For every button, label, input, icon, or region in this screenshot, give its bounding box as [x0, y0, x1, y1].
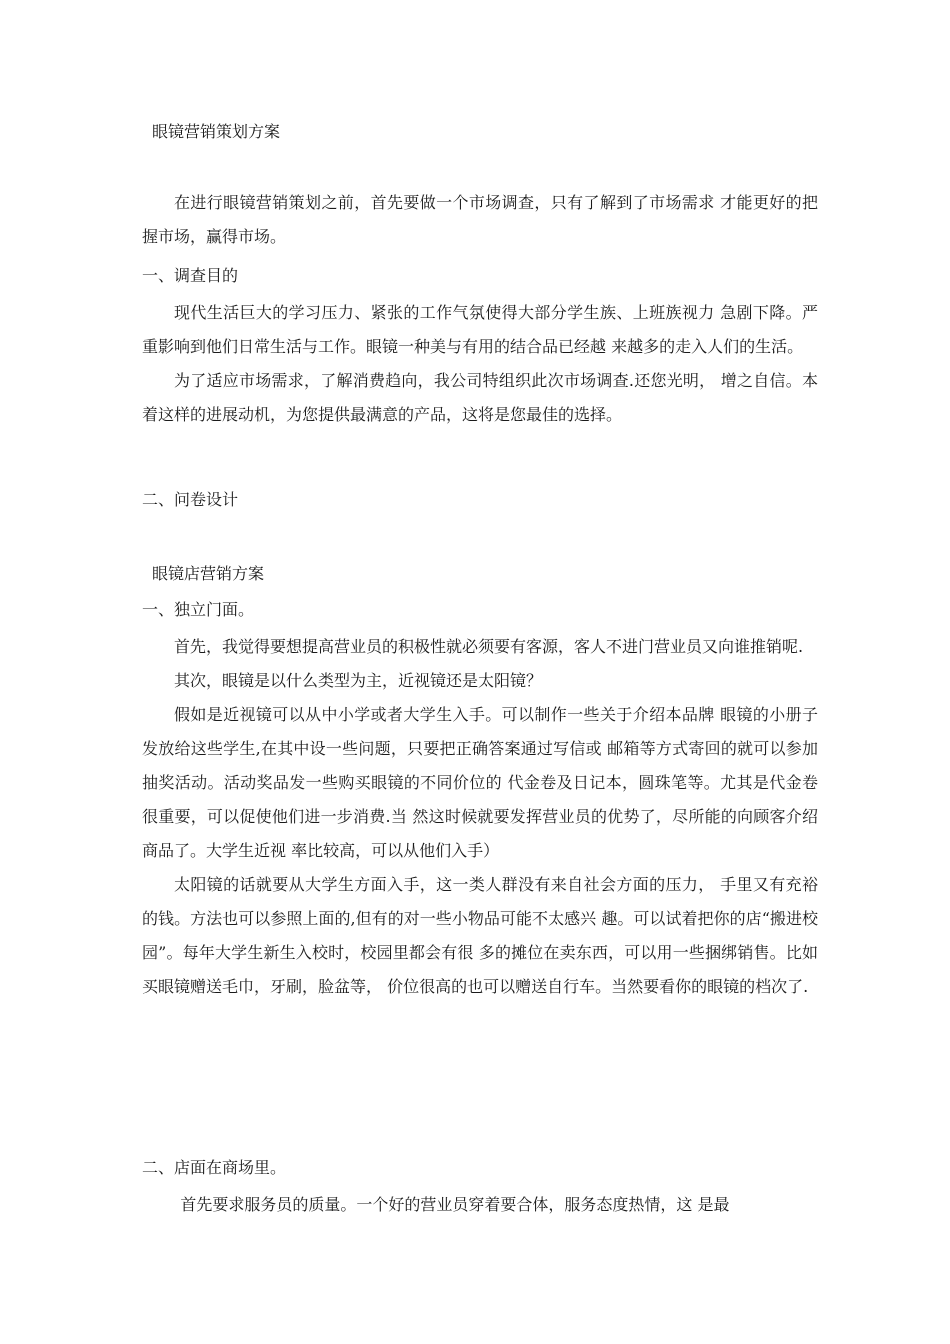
survey-purpose-paragraph-2: 为了适应市场需求，了解消费趋向，我公司特组织此次市场调查.还您光明， 增之自信。本着这样的进展动机，为您提供最满意的产品，这将是您最佳的选择。: [142, 371, 818, 424]
section-heading-questionnaire: 二、问卷设计: [142, 490, 239, 509]
part-heading-standalone-store: 一、独立门面。: [142, 600, 255, 619]
standalone-paragraph-3: 假如是近视镜可以从中小学或者大学生入手。可以制作一些关于介绍本品牌 眼镜的小册子发放给这些学生,在其中设一些问题，只要把正确答案通过写信或 邮箱等方式寄回的就可以参加抽奖活动。活动奖品发一些购买眼镜的不同价位的 代金卷及日记本，圆珠笔等。尤其是代金卷很重要，可以促使他们进一步消费.当 然这时候就要发挥营业员的优势了，尽所能的向顾客介绍商品了。大学生近视 率比较高，可以从他们入手）: [142, 705, 818, 860]
part-heading-mall-store: 二、店面在商场里。: [142, 1158, 287, 1177]
survey-purpose-block: [142, 296, 818, 432]
standalone-store-block: [142, 630, 818, 1004]
mall-store-paragraph-1: 首先要求服务员的质量。一个好的营业员穿着要合体，服务态度热情，这 是最: [180, 1195, 730, 1214]
survey-purpose-paragraph-1: 现代生活巨大的学习压力、紧张的工作气氛使得大部分学生族、上班族视力 急剧下降。严重影响到他们日常生活与工作。眼镜一种美与有用的结合品已经越 来越多的走入人们的生活。: [142, 303, 818, 356]
document-subtitle: 眼镜店营销方案: [152, 564, 265, 583]
intro-paragraph: 在进行眼镜营销策划之前，首先要做一个市场调查，只有了解到了市场需求 才能更好的把握市场，赢得市场。: [142, 193, 818, 246]
document-title: 眼镜营销策划方案: [152, 122, 281, 141]
standalone-paragraph-1: 首先，我觉得要想提高营业员的积极性就必须要有客源，客人不进门营业员又向谁推销呢.: [174, 637, 804, 656]
standalone-paragraph-2: 其次，眼镜是以什么类型为主，近视镜还是太阳镜？: [174, 671, 543, 690]
intro-block: [142, 186, 818, 254]
mall-store-block: [142, 1188, 818, 1222]
section-heading-survey-purpose: 一、调查目的: [142, 266, 239, 285]
standalone-paragraph-4: 太阳镜的话就要从大学生方面入手，这一类人群没有来自社会方面的压力， 手里又有充裕的钱。方法也可以参照上面的,但有的对一些小物品可能不太感兴 趣。可以试着把你的店“搬进校园”。每年大学生新生入校时，校园里都会有很 多的摊位在卖东西，可以用一些捆绑销售。比如买眼镜赠送毛巾，牙刷，脸盆等， 价位很高的也可以赠送自行车。当然要看你的眼镜的档次了.: [142, 875, 818, 996]
